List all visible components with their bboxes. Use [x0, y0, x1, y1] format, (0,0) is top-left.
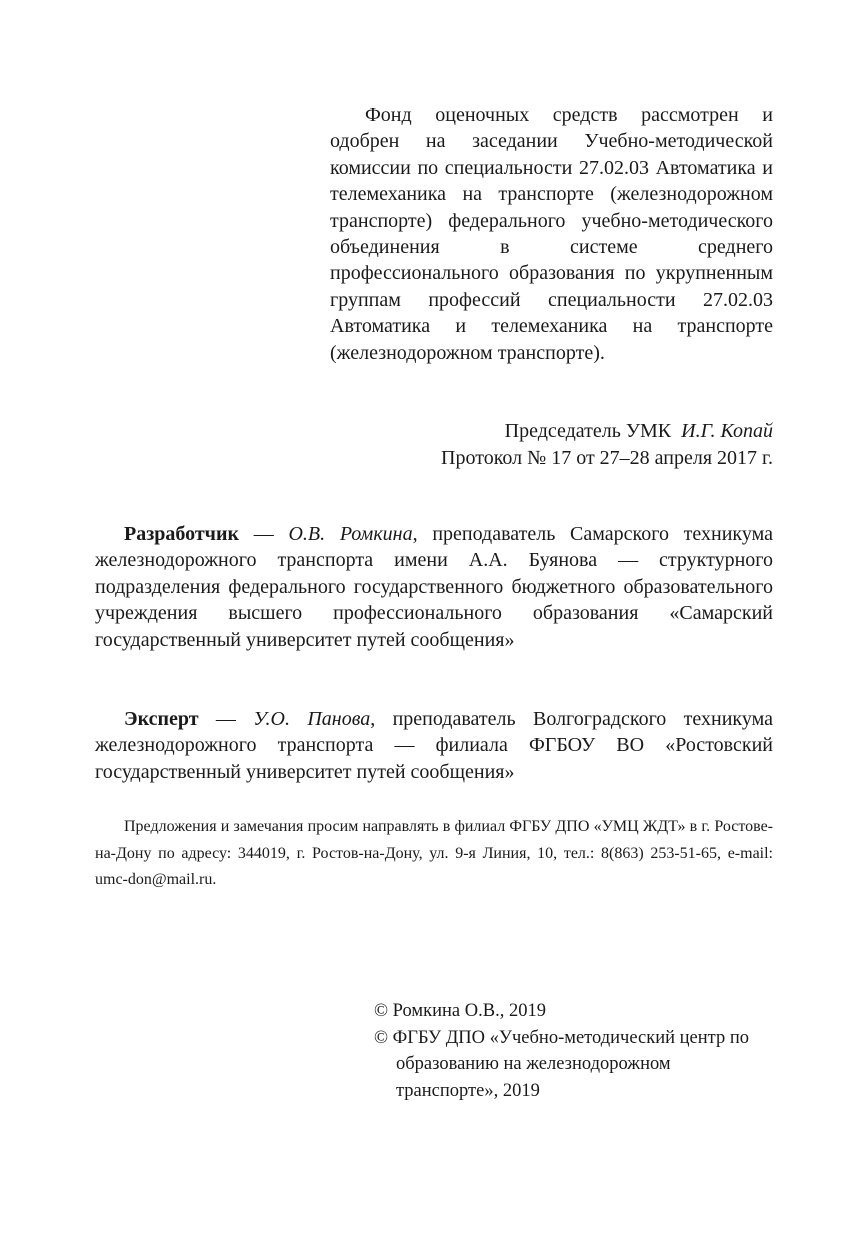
chairman-role: Председатель УМК [504, 420, 672, 442]
developer-section [95, 521, 773, 653]
developer-label: Разработчик [124, 523, 239, 545]
developer-name: О.В. Ромкина [288, 523, 413, 545]
developer-dash: — [239, 523, 289, 545]
protocol-text: Протокол № 17 от 27–28 апреля 2017 г. [441, 447, 773, 469]
copyright-author: © Ромкина О.В., 2019 [374, 1001, 546, 1021]
expert-section [95, 706, 773, 785]
developer-text: , преподаватель Самарского техникума железнодорожного транспорта имени А.А. Буянова — структурного подразделения федерального государственного бюджетного образовательного учреждения высшего профессионального образования «Самарский государственный университет путей сообщения» [95, 523, 773, 651]
approval-statement [330, 102, 773, 366]
chairman-name: И.Г. Копай [681, 420, 773, 442]
expert-dash: — [198, 708, 254, 730]
copyright-publisher: © ФГБУ ДПО «Учебно-методический центр по образованию на железнодорожном транспорте», 2019 [374, 1027, 749, 1101]
contact-note [95, 814, 773, 894]
contact-note-text: Предложения и замечания просим направлять в филиал ФГБУ ДПО «УМЦ ЖДТ» в г. Ростове-на-Дону по адресу: 344019, г. Ростов-на-Дону, ул. 9-я Линия, 10, тел.: 8(863) 253-51-65, e-mail: umc-don@mail.ru. [95, 818, 773, 888]
expert-text: , преподаватель Волгоградского техникума железнодорожного транспорта — филиала ФГБОУ ВО «Ростовский государственный университет путей сообщения» [95, 708, 773, 783]
expert-label: Эксперт [124, 708, 199, 730]
protocol-line [273, 445, 773, 472]
chairman-signature [273, 418, 773, 445]
expert-name: У.О. Панова [253, 708, 371, 730]
copyright-block [374, 998, 774, 1104]
approval-text: Фонд оценочных средств рассмотрен и одобрен на заседании Учебно-методической комиссии по специальности 27.02.03 Автоматика и телемеханика на транспорте (железнодорожном транспорте) федерального учебно-методического объединения в системе среднего профессионального образования по укрупненным группам профессий специальности 27.02.03 Автоматика и телемеханика на транспорте (железнодорожном транспорте). [330, 104, 773, 364]
